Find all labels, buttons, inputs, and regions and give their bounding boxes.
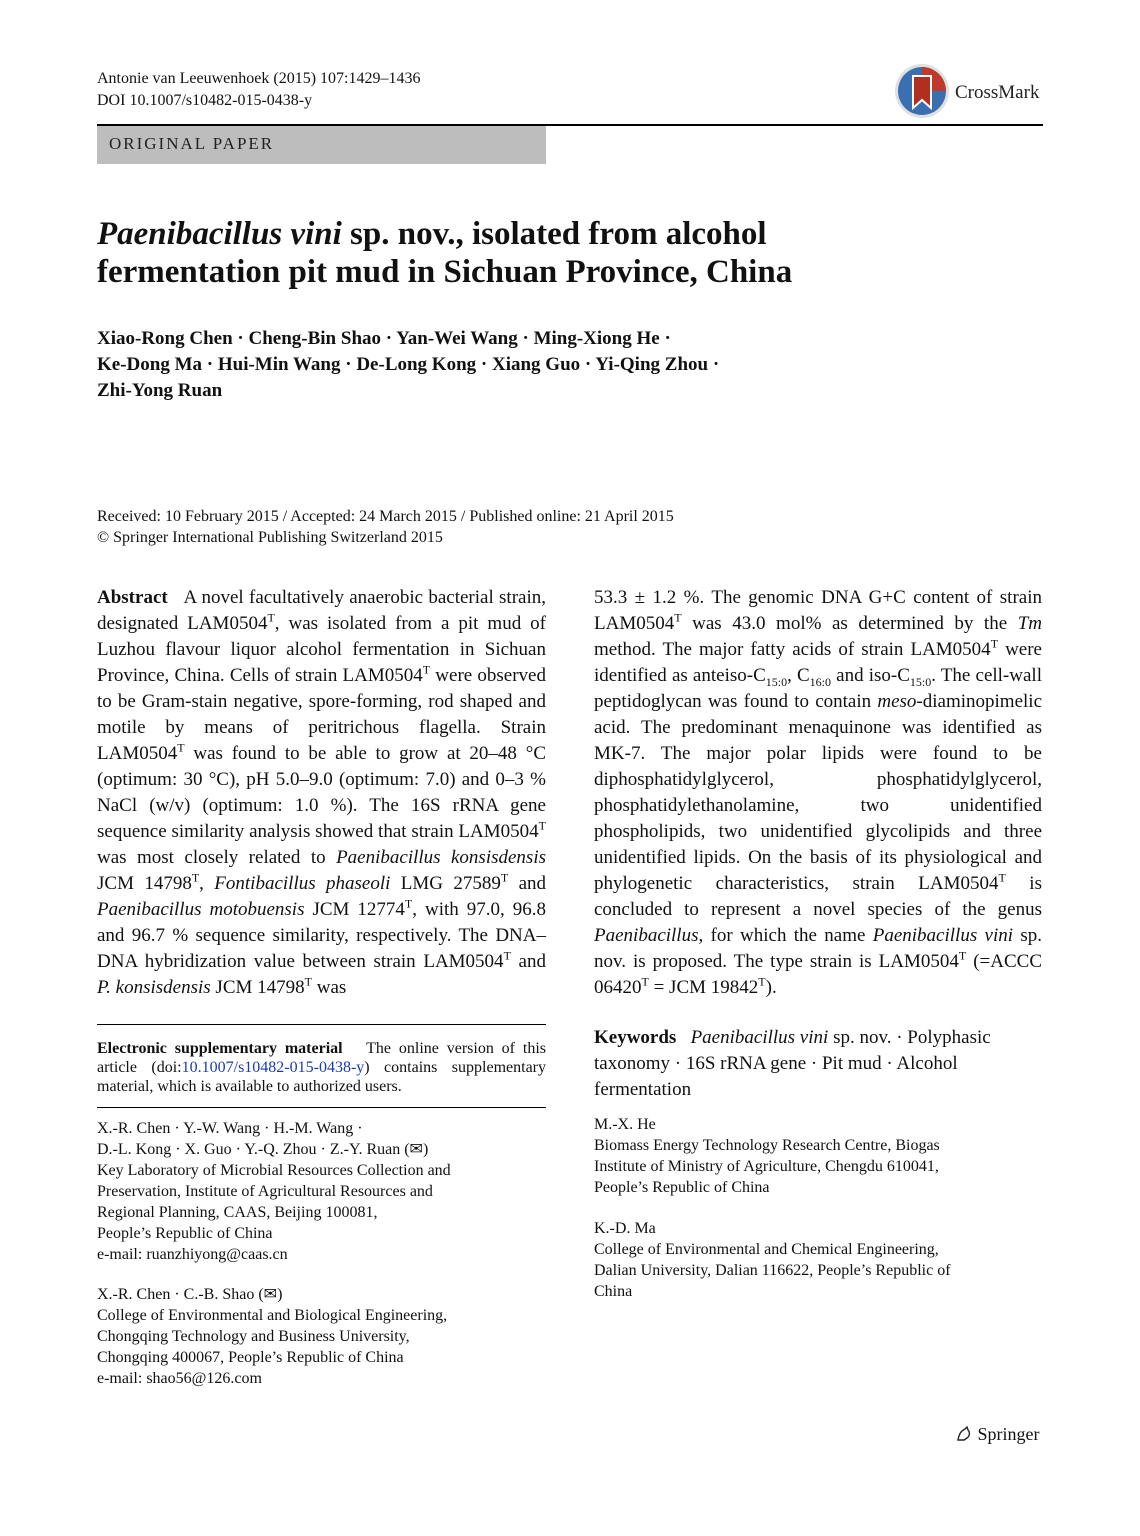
affiliation-line: Chongqing Technology and Business University, [97, 1328, 410, 1345]
affiliation-line: D.-L. Kong · X. Guo · Y.-Q. Zhou · Z.-Y. Ruan (✉) [97, 1141, 429, 1158]
publisher-name: Springer [977, 1424, 1040, 1444]
type-strain-mark: T [304, 974, 312, 989]
abstract-text: and [508, 873, 547, 894]
affiliation-block [97, 1284, 546, 1389]
affiliation-line: Dalian University, Dalian 116622, People’s Republic of [594, 1262, 951, 1279]
keywords [594, 1025, 1042, 1103]
title-species: Paenibacillus vini [97, 216, 342, 252]
species-name: Paenibacillus motobuensis [97, 899, 305, 920]
affiliation-line: College of Environmental and Chemical Engineering, [594, 1241, 939, 1258]
abstract-text: A novel facultatively anaerobic bacterial strain, designated LAM0504 [97, 587, 546, 634]
type-strain-mark: T [404, 896, 413, 911]
type-strain-mark: T [674, 610, 682, 625]
journal-reference [97, 68, 420, 112]
affiliation-line: Key Laboratory of Microbial Resources Collection and [97, 1162, 451, 1179]
author-list [97, 326, 1017, 404]
type-strain-mark: T [191, 870, 200, 885]
page-title [97, 215, 1017, 291]
genus-name: Paenibacillus [594, 925, 699, 946]
abstract-text: was found to be able to grow at 20–48 °C (optimum: 30 °C), pH 5.0–9.0 (optimum: 7.0) and 0–3 % NaCl (w/v) (optimum: 1.0 %). The 16S rRNA gene sequence similarity analysis showed that strain LAM0504 [97, 743, 546, 842]
abstract-text: and iso-C [831, 665, 910, 686]
type-strain-mark: T [422, 662, 431, 677]
abstract-heading: Abstract [97, 587, 168, 608]
type-strain-mark: T [998, 870, 1006, 885]
title-rest: sp. nov., isolated from alcohol [341, 216, 767, 252]
type-strain-mark: T [538, 818, 546, 833]
abstract-right-column [594, 585, 1042, 1001]
type-strain-mark: T [503, 948, 511, 963]
abstract-text: were identified as anteiso-C [594, 639, 1042, 686]
abstract-text: . The cell-wall peptidoglycan was found to contain [594, 665, 1042, 712]
species-name: Paenibacillus konsisdensis [336, 847, 546, 868]
abstract-text: method. The major fatty acids of strain LAM0504 [594, 639, 991, 660]
abstract-left-column [97, 585, 546, 1001]
abstract-text: LMG 27589 [390, 873, 501, 894]
section-label: ORIGINAL PAPER [109, 134, 275, 153]
abstract-text: were observed to be Gram-stain negative, spore-forming, rod shaped and motile by means of peritrichous flagella. Strain LAM0504 [97, 665, 546, 764]
springer-horse-icon [955, 1425, 973, 1443]
doi: DOI 10.1007/s10482-015-0438-y [97, 92, 313, 109]
type-strain-mark: T [177, 740, 185, 755]
affiliation-line: People’s Republic of China [97, 1225, 273, 1242]
supplementary-material-note [97, 1039, 546, 1096]
type-strain-mark: T [641, 974, 649, 989]
authors-line: Xiao-Rong Chen · Cheng-Bin Shao · Yan-Wei Wang · Ming-Xiong He · [97, 328, 671, 349]
abstract-text: -diaminopimelic acid. The predominant menaquinone was identified as MK-7. The major polar lipids were found to be diphosphatidylglycerol, phosphatidylglycerol, phosphatidylethanolamine, two unidentified phospholipids, two unidentified glycolipids and three unidentified lipids. On the basis of its physiological and phylogenetic characteristics, strain LAM0504 [594, 691, 1042, 894]
species-name: P. konsisdensis [97, 977, 211, 998]
keywords-list: sp. nov. · Polyphasic taxonomy · 16S rRNA gene · Pit mud · Alcohol fermentation [594, 1027, 991, 1100]
publisher-logo [955, 1424, 1040, 1445]
abstract-text: , was isolated from a pit mud of Luzhou flavour liquor alcohol fermentation in Sichuan Province, China. Cells of strain LAM0504 [97, 613, 546, 686]
abstract-text: is concluded to represent a novel species of the genus [594, 873, 1042, 920]
authors-line: Zhi-Yong Ruan [97, 380, 223, 401]
affiliation-line: X.-R. Chen · C.-B. Shao (✉) [97, 1286, 283, 1303]
type-strain-mark: T [267, 610, 275, 625]
esm-heading: Electronic supplementary material [97, 1040, 343, 1057]
title-line2: fermentation pit mud in Sichuan Province, China [97, 254, 793, 290]
abstract-text: was [311, 977, 347, 998]
publication-dates [97, 506, 1017, 548]
crossmark-icon [893, 62, 951, 120]
type-strain-mark: T [758, 974, 766, 989]
abstract-text: JCM 12774 [304, 899, 405, 920]
crossmark-badge[interactable] [893, 62, 1043, 120]
abstract-text: , C [787, 665, 810, 686]
abstract-text: , with 97.0, 96.8 and 96.7 % sequence similarity, respectively. The DNA–DNA hybridization value between strain LAM0504 [97, 899, 546, 972]
affiliation-line: X.-R. Chen · Y.-W. Wang · H.-M. Wang · [97, 1120, 363, 1137]
abstract-text: JCM 14798 [97, 873, 192, 894]
affiliation-line: K.-D. Ma [594, 1220, 656, 1237]
history-dates: Received: 10 February 2015 / Accepted: 24 March 2015 / Published online: 21 April 2015 [97, 508, 674, 525]
esm-text: ) contains supplementary material, which is available to authorized users. [97, 1059, 546, 1095]
abstract-text: was 43.0 mol% as determined by the [681, 613, 1018, 634]
esm-top-rule [97, 1024, 546, 1025]
affiliation-line: Institute of Ministry of Agriculture, Chengdu 610041, [594, 1158, 939, 1175]
species-name: Fontibacillus phaseoli [214, 873, 391, 894]
abstract-text: sp. nov. is proposed. The type strain is LAM0504 [594, 925, 1042, 972]
type-strain-mark: T [958, 948, 967, 963]
affiliation-line: People’s Republic of China [594, 1179, 770, 1196]
affiliation-line: Regional Planning, CAAS, Beijing 100081, [97, 1204, 378, 1221]
abstract-text: ). [765, 977, 777, 998]
affiliation-line: M.-X. He [594, 1116, 656, 1133]
abstract-text: = JCM 19842 [648, 977, 759, 998]
section-banner [97, 126, 546, 164]
abstract-text: was most closely related to [97, 847, 337, 868]
email[interactable]: e-mail: ruanzhiyong@caas.cn [97, 1246, 288, 1263]
affiliation-line: Preservation, Institute of Agricultural Resources and [97, 1183, 433, 1200]
abstract-text: , for which the name [698, 925, 873, 946]
type-strain-mark: T [500, 870, 509, 885]
affiliation-block [594, 1218, 1042, 1302]
meso-prefix: meso [877, 691, 917, 712]
affiliation-line: Biomass Energy Technology Research Centre, Biogas [594, 1137, 940, 1154]
affiliation-block [594, 1114, 1042, 1198]
type-strain-mark: T [990, 636, 999, 651]
keywords-heading: Keywords [594, 1027, 677, 1048]
affiliation-block [97, 1118, 546, 1265]
affiliation-line: College of Environmental and Biological Engineering, [97, 1307, 448, 1324]
species-name: Paenibacillus vini [872, 925, 1014, 946]
abstract-text: (=ACCC 06420 [594, 951, 1042, 998]
esm-bottom-rule [97, 1107, 546, 1108]
doi-link[interactable]: 10.1007/s10482-015-0438-y [181, 1059, 365, 1076]
affiliation-line: China [594, 1283, 633, 1300]
email[interactable]: e-mail: shao56@126.com [97, 1370, 262, 1387]
abstract-text: and [510, 951, 546, 972]
abstract-text: JCM 14798 [210, 977, 305, 998]
journal-citation: Antonie van Leeuwenhoek (2015) 107:1429–1436 [97, 70, 421, 87]
keyword-species: Paenibacillus vini [690, 1027, 829, 1048]
authors-line: Ke-Dong Ma · Hui-Min Wang · De-Long Kong · Xiang Guo · Yi-Qing Zhou · [97, 354, 720, 375]
affiliation-line: Chongqing 400067, People’s Republic of China [97, 1349, 404, 1366]
copyright-line: © Springer International Publishing Switzerland 2015 [97, 529, 443, 546]
fatty-acid-subscript: 16:0 [809, 674, 832, 689]
abstract-text: 53.3 ± 1.2 %. The genomic DNA G+C content of strain LAM0504 [594, 587, 1042, 634]
fatty-acid-subscript: 15:0 [909, 674, 932, 689]
tm-method: Tm [1017, 613, 1042, 634]
abstract-text: , [199, 873, 215, 894]
esm-text: The online version of this article (doi: [97, 1040, 546, 1076]
fatty-acid-subscript: 15:0 [765, 674, 788, 689]
crossmark-label: CrossMark [955, 82, 1040, 103]
